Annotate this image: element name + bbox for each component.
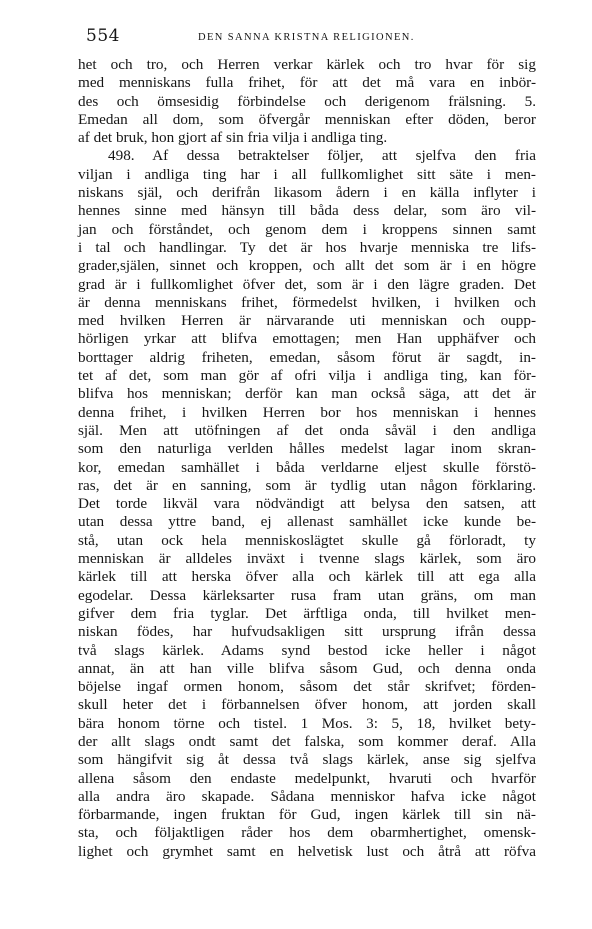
text-line: egodelar. Dessa kärleksarter rusa fram utan gräns, om man: [78, 586, 536, 604]
text-line: är denna menniskans frihet, förmedelst hvilken, i hvilken och: [78, 293, 536, 311]
text-line: alla andra äro skapade. Sådana menniskor hafva icke något: [78, 787, 536, 805]
text-line: des och ömsesidig förbindelse och derigenom frälsning. 5.: [78, 92, 536, 110]
text-line: denna frihet, i hvilken Herren bor hos menniskan i hennes: [78, 403, 536, 421]
text-line: annat, än att han ville blifva såsom Gud, och denna onda: [78, 659, 536, 677]
text-line: grad är i fullkomlighet öfver det, som är i den lägre graden. Det: [78, 275, 536, 293]
text-line: själ. Men att utöfningen af det onda såväl i den andliga: [78, 421, 536, 439]
text-line: med hvilken Herren är närvarande uti menniskan och oupp-: [78, 312, 536, 330]
text-line: hennes sinne med hänsyn till båda dess delar, som äro vil-: [78, 202, 536, 220]
text-line: med menniskans fulla frihet, för att det må vara en inbör-: [78, 74, 536, 92]
text-line: kärlek till att herska öfver alla och kärlek till att ega alla: [78, 568, 536, 586]
text-line: stå, utan ock hela menniskoslägtet skulle gå förloradt, ty: [78, 531, 536, 549]
text-line: allena såsom den endaste medelpunkt, hvaruti och hvarför: [78, 769, 536, 787]
text-line: hörligen yrkar att blifva emottagen; men Han upphäfver och: [78, 330, 536, 348]
text-line: jan och förståndet, och genom dem i kroppens sinnen samt: [78, 220, 536, 238]
text-line: kor, emedan samhället i båda verldarne eljest skulle förstö-: [78, 458, 536, 476]
text-line: viljan i andliga ting har i all fullkomlighet sitt säte i men-: [78, 165, 536, 183]
running-head: DEN SANNA KRISTNA RELIGIONEN.: [198, 32, 415, 43]
text-line: ras, det är en sanning, som är tydlig utan någon förklaring.: [78, 476, 536, 494]
text-line: i tal och handlingar. Ty det är hos hvarje menniska tre lifs-: [78, 238, 536, 256]
text-line: bära honom törne och tistel. 1 Mos. 3: 5, 18, hvilket bety-: [78, 714, 536, 732]
text-line: grader,själen, sinnet och kroppen, och allt det som är i en högre: [78, 257, 536, 275]
body-text: [78, 56, 536, 861]
text-line: sta, och följaktligen råder hos dem obarmhertighet, omensk-: [78, 824, 536, 842]
text-line: het och tro, och Herren verkar kärlek och tro hvar för sig: [78, 56, 536, 73]
text-line: lighet och grymhet samt en helvetisk lust och åtrå att röfva: [78, 842, 536, 860]
text-line: Det torde likväl vara nödvändigt att belysa den satsen, att: [78, 495, 536, 513]
text-line: som den naturliga verlden hålles medelst lagar inom skran-: [78, 440, 536, 458]
text-line: förbarmande, ingen fruktan för Gud, ingen kärlek till sin nä-: [78, 806, 536, 824]
text-line: tet af det, som man gör af ofri vilja i andliga ting, kan för-: [78, 367, 536, 385]
text-line: af det bruk, hon gjort af sin fria vilja i andliga ting.: [78, 129, 388, 147]
text-line: blifva hos menniskan; derför kan man också säga, att det är: [78, 385, 536, 403]
text-line: två slags kärlek. Adams synd bestod icke heller i något: [78, 641, 536, 659]
text-line: Emedan all dom, som öfvergår menniskan efter döden, beror: [78, 110, 536, 128]
text-line: skull heter det i förbannelsen öfver honom, att jorden skall: [78, 696, 536, 714]
page-number: 554: [86, 26, 120, 46]
text-line: gifver dem fria tyglar. Det ärftliga onda, till hvilket men-: [78, 604, 536, 622]
text-line: borttager aldrig friheten, emedan, såsom förut är sagdt, in-: [78, 348, 536, 366]
section-start-line: 498. Af dessa betraktelser följer, att sjelfva den fria: [108, 147, 536, 165]
text-line: niskan födes, har hufvudsakligen sitt ursprung ifrån dessa: [78, 623, 536, 641]
text-line: der allt slags ondt samt det falska, som kommer deraf. Alla: [78, 732, 536, 750]
text-line: menniskan är alldeles inväxt i tvenne slags kärlek, som äro: [78, 550, 536, 568]
text-line: böjelse ingaf ormen honom, såsom det står skrifvet; förden-: [78, 678, 536, 696]
text-line: niskans själ, och derifrån likasom ådern i en källa inflyter i: [78, 184, 536, 202]
text-line: utan dessa yttre band, ej allenast samhället icke kunde be-: [78, 513, 536, 531]
page-header: [78, 26, 536, 48]
text-line: som hängifvit sig åt dessa två slags kärlek, anse sig sjelfva: [78, 751, 536, 769]
